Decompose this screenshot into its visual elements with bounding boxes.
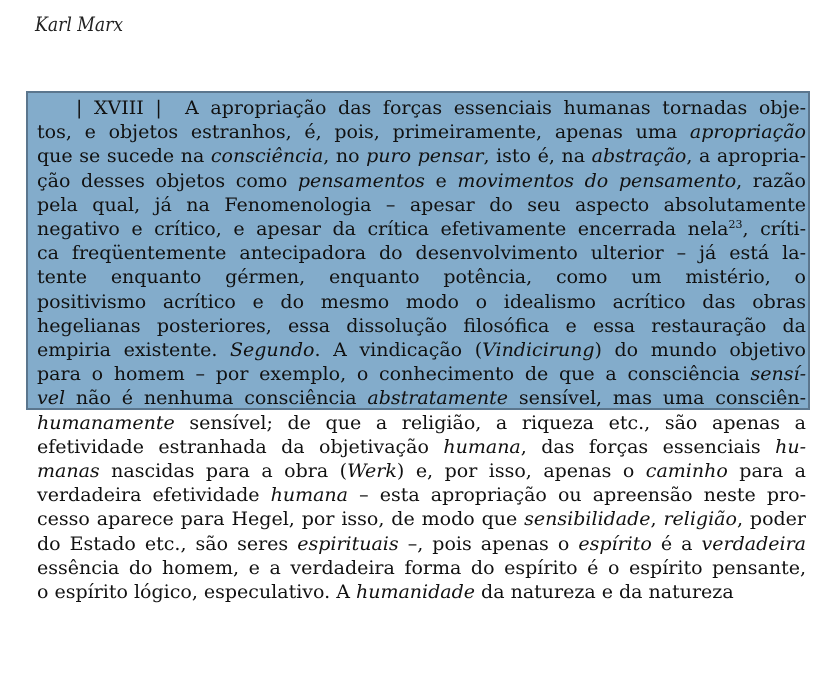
text-run: tente enquanto gérmen, enquanto potência, como um mistério, o	[37, 266, 806, 289]
text-run: apropriação	[689, 121, 806, 144]
text-run: não é nenhuma consciência	[65, 387, 368, 410]
text-run: abstratamente	[367, 387, 509, 410]
text-run: Segundo	[230, 339, 315, 361]
text-line	[37, 483, 806, 507]
text-line	[37, 580, 806, 604]
text-run: sensível, mas uma consciên-	[508, 387, 806, 410]
text-line	[37, 241, 806, 265]
text-run: , razão	[736, 169, 806, 192]
text-run: humanidade	[355, 581, 476, 603]
text-line	[37, 314, 806, 338]
text-line	[37, 435, 806, 459]
text-run: vel	[37, 387, 66, 410]
text-run: humanamente	[37, 411, 175, 434]
text-run: e	[424, 169, 458, 192]
text-run: positivismo acrítico e do mesmo modo o idealismo acrítico das obras	[37, 290, 806, 313]
text-run: ca freqüentemente antecipadora do desenvolvimento ulterior – já está la-	[37, 242, 806, 265]
text-run: religião	[663, 508, 737, 531]
text-run: verdadeira efetividade	[37, 484, 271, 507]
text-run: –, pois apenas o	[398, 532, 579, 555]
text-run: ção desses objetos como	[37, 169, 298, 192]
text-line	[37, 265, 806, 289]
text-run: | XVIII | A apropriação das forças essenciais humanas tornadas obje-	[76, 97, 806, 119]
text-run: da natureza e da natureza	[475, 581, 734, 603]
text-run: tos, e objetos estranhos, é, pois, primeiramente, apenas uma	[37, 121, 690, 144]
text-run: manas	[37, 460, 100, 482]
text-run: , isto é, na	[483, 145, 592, 168]
text-run: para o homem – por exemplo, o conhecimento de que a consciência	[37, 363, 751, 386]
text-run: , a apropria-	[686, 145, 807, 168]
text-run: Vindicirung	[482, 339, 595, 361]
text-run: humana	[270, 484, 348, 507]
text-run: é a	[651, 532, 702, 555]
text-run: ) e, por isso, apenas o	[396, 460, 646, 482]
text-line	[37, 169, 806, 193]
text-line	[37, 532, 806, 556]
text-run: essência do homem, e a verdadeira forma do espírito é o espírito pensante,	[37, 556, 806, 579]
text-run: pensamentos	[297, 169, 425, 192]
text-run: espirituais	[297, 532, 399, 555]
text-run: verdadeira	[701, 532, 806, 555]
text-line	[37, 411, 806, 435]
text-run: pela qual, já na Fenomenologia – apesar do seu aspecto absolutamente	[37, 193, 806, 216]
text-line	[37, 556, 806, 580]
text-run: . A vindicação (	[314, 339, 483, 361]
text-run: sensí-	[750, 363, 806, 386]
text-run: cesso aparece para Hegel, por isso, de modo que	[37, 508, 525, 531]
text-line	[37, 120, 806, 144]
text-run: o espírito lógico, especulativo. A	[37, 581, 356, 603]
text-line	[37, 338, 806, 362]
text-run: humana	[443, 435, 521, 458]
text-line	[37, 193, 806, 217]
text-run: , no	[323, 145, 367, 168]
text-line	[37, 507, 806, 531]
footnote-marker: 23	[728, 218, 743, 231]
text-line	[37, 290, 806, 314]
text-run: sensibilidade	[524, 508, 651, 531]
text-run: – esta apropriação ou apreensão neste pro-	[348, 484, 806, 507]
text-run: , críti-	[742, 218, 806, 240]
text-run: puro pensar	[366, 145, 484, 168]
text-run: sensível; de que a religião, a riqueza etc., são apenas a	[174, 411, 806, 434]
text-line	[37, 386, 806, 410]
text-run: efetividade estranhada da objetivação	[37, 435, 444, 458]
text-run: nascidas para a obra (	[99, 460, 348, 482]
text-run: caminho	[645, 460, 728, 482]
text-run: para a	[727, 460, 806, 482]
text-run: abstração	[591, 145, 687, 168]
text-run: consciência	[210, 145, 324, 168]
text-line	[76, 96, 806, 120]
text-run: do Estado etc., são seres	[37, 532, 298, 555]
text-run: ) do mundo objetivo	[594, 339, 806, 361]
text-run: hu-	[775, 435, 807, 458]
text-line	[37, 459, 806, 483]
running-header-author: Karl Marx	[35, 12, 124, 36]
text-run: espírito	[578, 532, 652, 555]
text-run: empiria existente.	[37, 339, 230, 361]
text-run: movimentos do pensamento	[457, 169, 737, 192]
text-run: , das forças essenciais	[520, 435, 776, 458]
text-run: hegelianas posteriores, essa dissolução filosófica e essa restauração da	[37, 314, 806, 337]
text-run: Werk	[347, 460, 397, 482]
text-line	[37, 144, 806, 168]
text-line	[37, 362, 806, 386]
text-run: negativo e crítico, e apesar da crítica efetivamente encerrada nela	[37, 218, 729, 240]
text-run: ,	[650, 508, 664, 531]
text-run: que se sucede na	[37, 145, 211, 168]
text-line	[37, 217, 806, 241]
text-run: , poder	[736, 508, 806, 531]
